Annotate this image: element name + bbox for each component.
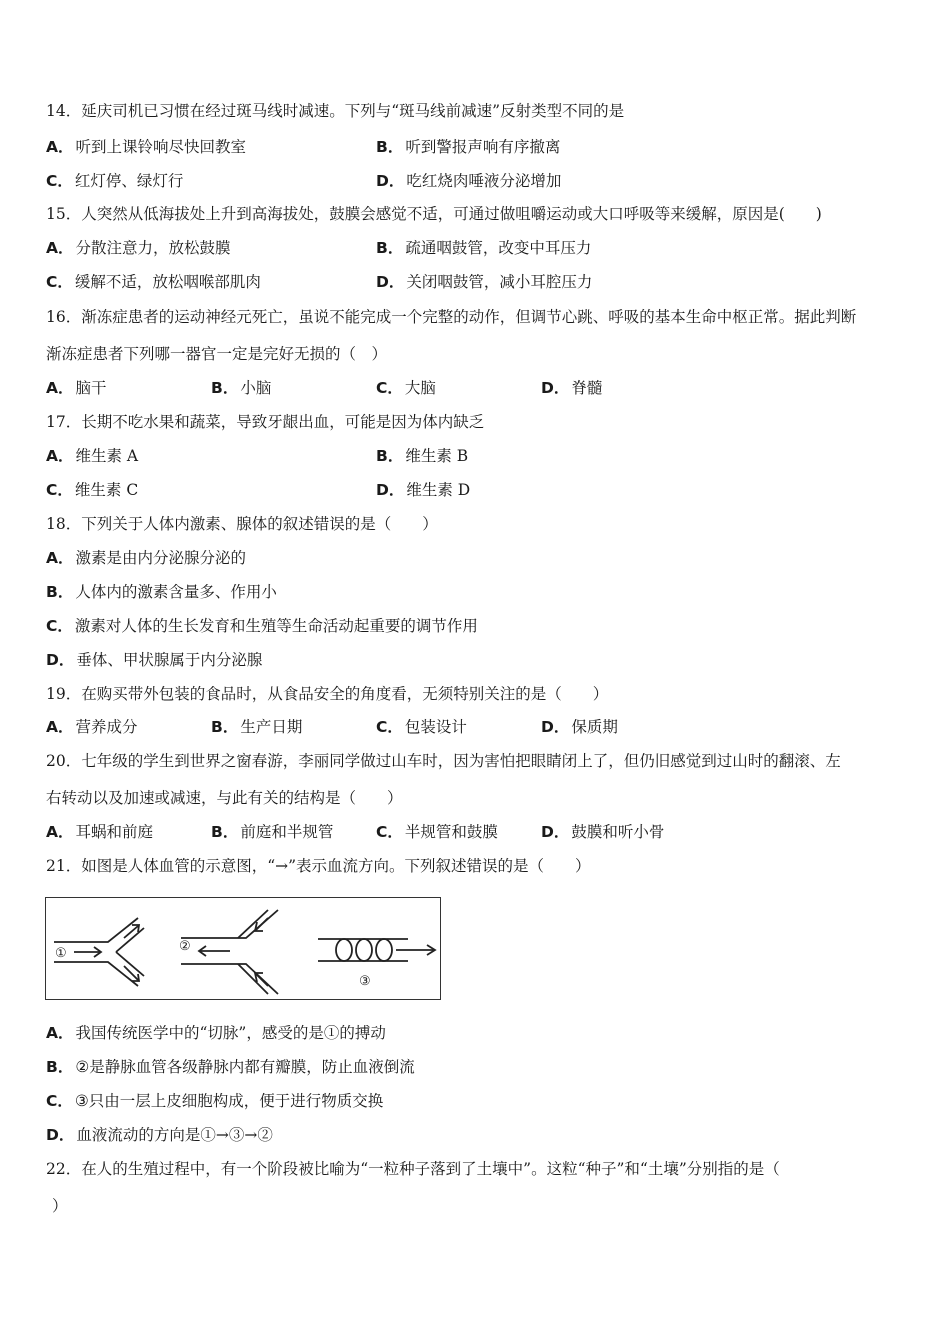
- question-16-stem-continued: 渐冻症患者下列哪一器官一定是完好无损的（ ）: [46, 345, 388, 363]
- option-text: 脑干: [75, 379, 107, 397]
- q19-option-b[interactable]: [211, 717, 302, 737]
- option-text: 听到警报声响有序撤离: [405, 138, 561, 156]
- option-letter: D．: [541, 379, 570, 397]
- q19-option-a[interactable]: [46, 717, 138, 737]
- option-text: 关闭咽鼓管，减小耳腔压力: [406, 273, 593, 291]
- option-letter: B．: [46, 1058, 74, 1076]
- option-letter: B．: [376, 138, 404, 156]
- option-letter: D．: [541, 823, 570, 841]
- option-text: 营养成分: [75, 718, 138, 736]
- q17-option-b[interactable]: [376, 446, 468, 466]
- option-letter: D．: [46, 1126, 75, 1144]
- q19-option-d[interactable]: [541, 717, 618, 737]
- q15-option-b[interactable]: [376, 238, 591, 258]
- option-letter: C．: [376, 379, 403, 397]
- option-text: 人体内的激素含量多、作用小: [75, 583, 277, 601]
- option-letter: B．: [211, 379, 239, 397]
- question-20-stem-continued: 右转动以及加速或减速，与此有关的结构是（ ）: [46, 789, 403, 807]
- option-text: 维生素 C: [74, 481, 139, 499]
- q16-option-c[interactable]: [376, 378, 436, 398]
- option-text: 大脑: [404, 379, 436, 397]
- q15-option-c[interactable]: [46, 272, 261, 292]
- question-19-stem: 19．在购买带外包装的食品时，从食品安全的角度看，无须特别关注的是（ ）: [46, 685, 609, 703]
- option-letter: B．: [211, 823, 239, 841]
- vein-diagram: [181, 910, 278, 994]
- option-text: 耳蜗和前庭: [75, 823, 154, 841]
- option-letter: A．: [46, 549, 74, 567]
- option-text: 吃红烧肉唾液分泌增加: [406, 172, 562, 190]
- blood-vessel-figure: [45, 897, 441, 1000]
- option-letter: C．: [46, 172, 73, 190]
- option-letter: A．: [46, 138, 74, 156]
- q18-option-d[interactable]: [46, 650, 262, 670]
- option-text: 激素对人体的生长发育和生殖等生命活动起重要的调节作用: [74, 617, 478, 635]
- q17-option-c[interactable]: [46, 480, 138, 500]
- option-letter: C．: [46, 273, 73, 291]
- q17-option-a[interactable]: [46, 446, 138, 466]
- q20-option-d[interactable]: [541, 822, 664, 842]
- q18-option-a[interactable]: [46, 548, 246, 568]
- q14-option-b[interactable]: [376, 137, 560, 157]
- option-letter: D．: [541, 718, 570, 736]
- option-text: 包装设计: [404, 718, 467, 736]
- option-text: 脊髓: [571, 379, 603, 397]
- option-letter: B．: [46, 583, 74, 601]
- question-22-stem: 22．在人的生殖过程中，有一个阶段被比喻为“一粒种子落到了土壤中”。这粒“种子”和“土壤”分别指的是（: [46, 1160, 780, 1178]
- option-text: 血液流动的方向是①→③→②: [76, 1126, 273, 1144]
- q14-option-c[interactable]: [46, 171, 183, 191]
- q17-option-d[interactable]: [376, 480, 470, 500]
- option-letter: B．: [211, 718, 239, 736]
- option-text: 缓解不适，放松咽喉部肌肉: [74, 273, 261, 291]
- question-22-stem-continued: ）: [52, 1197, 68, 1215]
- label-3: ③: [359, 974, 371, 989]
- q21-option-a[interactable]: [46, 1023, 386, 1043]
- q21-option-b[interactable]: [46, 1057, 415, 1077]
- option-letter: C．: [46, 617, 73, 635]
- option-letter: A．: [46, 447, 74, 465]
- option-letter: D．: [376, 481, 405, 499]
- option-letter: A．: [46, 379, 74, 397]
- option-letter: D．: [376, 172, 405, 190]
- option-text: 听到上课铃响尽快回教室: [75, 138, 247, 156]
- option-text: 保质期: [571, 718, 618, 736]
- option-text: 小脑: [240, 379, 272, 397]
- question-14-stem: 14．延庆司机已习惯在经过斑马线时减速。下列与“斑马线前减速”反射类型不同的是: [46, 102, 625, 120]
- option-text: 鼓膜和听小骨: [571, 823, 665, 841]
- option-text: 分散注意力，放松鼓膜: [75, 239, 231, 257]
- option-letter: C．: [46, 481, 73, 499]
- q16-option-d[interactable]: [541, 378, 602, 398]
- option-letter: C．: [46, 1092, 73, 1110]
- option-letter: A．: [46, 1024, 74, 1042]
- q14-option-d[interactable]: [376, 171, 561, 191]
- option-text: 激素是由内分泌腺分泌的: [75, 549, 247, 567]
- label-2: ②: [179, 939, 191, 954]
- option-letter: A．: [46, 718, 74, 736]
- q20-option-c[interactable]: [376, 822, 498, 842]
- option-text: ②是静脉血管各级静脉内都有瓣膜，防止血液倒流: [75, 1058, 415, 1076]
- q15-option-d[interactable]: [376, 272, 592, 292]
- option-text: 维生素 B: [405, 447, 469, 465]
- q21-option-d[interactable]: [46, 1125, 273, 1145]
- option-letter: A．: [46, 823, 74, 841]
- question-15-stem: 15．人突然从低海拔处上升到高海拔处，鼓膜会感觉不适，可通过做咀嚼运动或大口呼吸等来缓解，原因是( ): [46, 205, 822, 223]
- q16-option-b[interactable]: [211, 378, 271, 398]
- option-text: 生产日期: [240, 718, 303, 736]
- option-letter: A．: [46, 239, 74, 257]
- option-text: 我国传统医学中的“切脉”，感受的是①的搏动: [75, 1024, 386, 1042]
- question-18-stem: 18．下列关于人体内激素、腺体的叙述错误的是（ ）: [46, 515, 438, 533]
- option-letter: B．: [376, 239, 404, 257]
- q19-option-c[interactable]: [376, 717, 467, 737]
- q20-option-a[interactable]: [46, 822, 153, 842]
- capillary-diagram: [318, 939, 435, 961]
- option-text: 维生素 D: [406, 481, 471, 499]
- option-text: 半规管和鼓膜: [404, 823, 498, 841]
- option-text: 红灯停、绿灯行: [74, 172, 184, 190]
- option-text: 疏通咽鼓管，改变中耳压力: [405, 239, 592, 257]
- question-21-stem: 21．如图是人体血管的示意图，“→”表示血流方向。下列叙述错误的是（ ）: [46, 857, 591, 875]
- option-text: 前庭和半规管: [240, 823, 334, 841]
- option-letter: B．: [376, 447, 404, 465]
- question-20-stem: 20．七年级的学生到世界之窗春游，李丽同学做过山车时，因为害怕把眼睛闭上了，但仍旧感觉到过山时的翻滚、左: [46, 752, 841, 770]
- option-letter: C．: [376, 823, 403, 841]
- option-letter: D．: [46, 651, 75, 669]
- label-1: ①: [55, 946, 67, 961]
- artery-diagram: [54, 918, 144, 986]
- q20-option-b[interactable]: [211, 822, 333, 842]
- q14-option-a[interactable]: [46, 137, 246, 157]
- option-text: 维生素 A: [75, 447, 139, 465]
- option-letter: C．: [376, 718, 403, 736]
- q16-option-a[interactable]: [46, 378, 107, 398]
- option-text: 垂体、甲状腺属于内分泌腺: [76, 651, 263, 669]
- question-16-stem: 16．渐冻症患者的运动神经元死亡，虽说不能完成一个完整的动作，但调节心跳、呼吸的基本生命中枢正常。据此判断: [46, 308, 857, 326]
- q18-option-c[interactable]: [46, 616, 478, 636]
- blood-vessel-diagram: [46, 898, 440, 999]
- q21-option-c[interactable]: [46, 1091, 383, 1111]
- option-text: ③只由一层上皮细胞构成，便于进行物质交换: [74, 1092, 384, 1110]
- q18-option-b[interactable]: [46, 582, 277, 602]
- option-letter: D．: [376, 273, 405, 291]
- question-17-stem: 17．长期不吃水果和蔬菜，导致牙龈出血，可能是因为体内缺乏: [46, 413, 485, 431]
- q15-option-a[interactable]: [46, 238, 231, 258]
